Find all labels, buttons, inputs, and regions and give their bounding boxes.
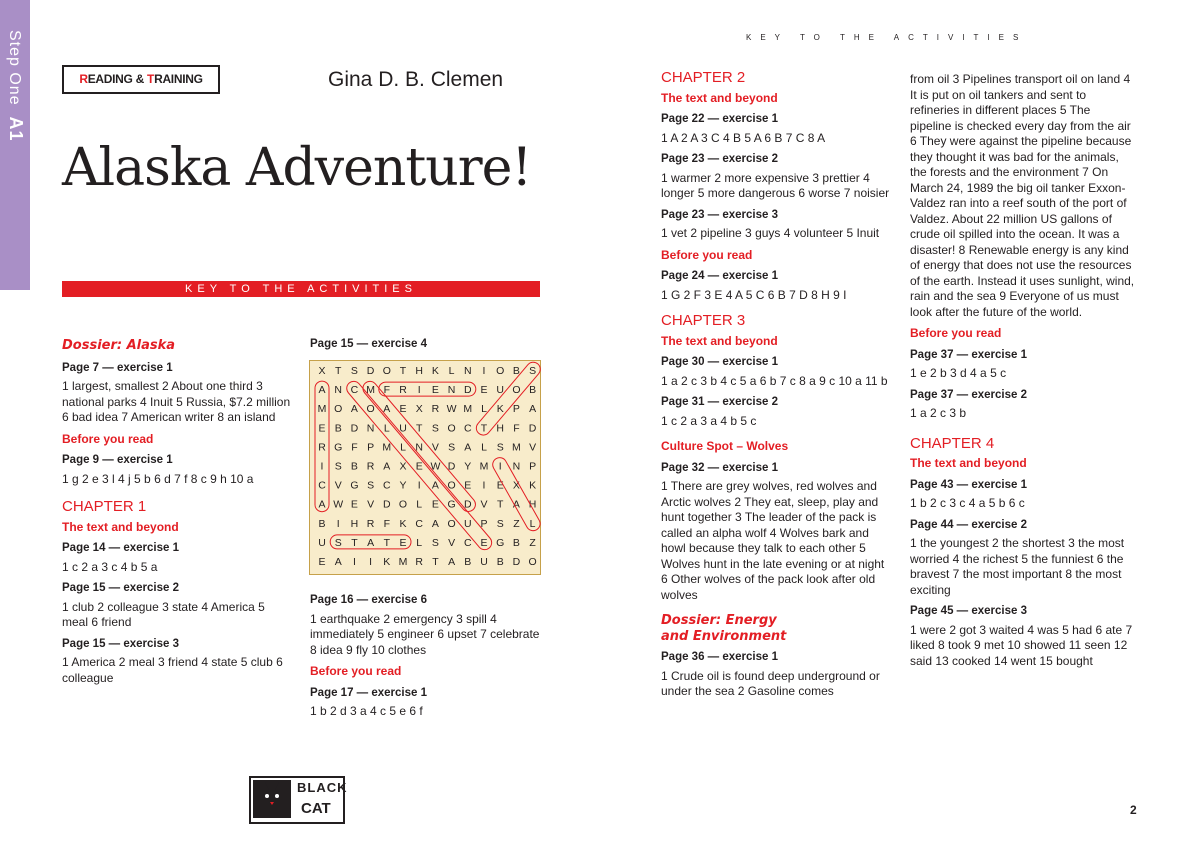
- grid-letter: R: [366, 517, 375, 530]
- exercise-answers: 1 earthquake 2 emergency 3 spill 4 immediately 5 engineer 6 upset 7 celebrate 8 idea 9 fly 10 clothes: [310, 611, 540, 657]
- grid-letter: W: [333, 498, 344, 511]
- grid-letter: O: [447, 422, 456, 435]
- column-3: [661, 70, 893, 700]
- grid-letter: N: [464, 365, 472, 377]
- column-1: [62, 338, 292, 686]
- grid-letter: A: [529, 403, 537, 416]
- grid-letter: M: [317, 403, 327, 416]
- exercise-answers: 1 club 2 colleague 3 state 4 America 5 meal 6 friend: [62, 599, 265, 629]
- grid-letter: R: [318, 441, 326, 454]
- grid-letter: E: [399, 536, 407, 549]
- grid-letter: H: [350, 517, 359, 530]
- exercise-title: Page 15 — exercise 3: [62, 637, 179, 650]
- grid-letter: M: [382, 441, 392, 454]
- grid-letter: D: [528, 422, 537, 435]
- grid-letter: C: [350, 384, 359, 397]
- exercise-answers: 1 b 2 d 3 a 4 c 5 e 6 f: [310, 704, 423, 718]
- exercise-title: Page 23 — exercise 2: [661, 153, 778, 165]
- grid-letter: S: [496, 441, 504, 454]
- cat-icon: [253, 780, 291, 818]
- sidebar-level: A1: [6, 116, 26, 142]
- grid-letter: X: [512, 479, 520, 492]
- grid-letter: H: [496, 422, 504, 435]
- grid-letter: T: [496, 498, 504, 511]
- grid-letter: L: [448, 365, 455, 377]
- column-2: [310, 337, 542, 353]
- grid-letter: B: [334, 422, 342, 435]
- grid-letter: I: [417, 384, 421, 397]
- grid-letter: T: [415, 422, 423, 435]
- grid-letter: V: [448, 536, 456, 549]
- grid-letter: T: [334, 365, 342, 377]
- section-heading: The text and beyond: [62, 519, 179, 534]
- exercise-answers: 1 b 2 c 3 c 4 a 5 b 6 c: [910, 496, 1025, 510]
- grid-letter: L: [400, 441, 406, 454]
- chapter-heading: CHAPTER 1: [62, 498, 147, 515]
- grid-letter: K: [431, 365, 439, 377]
- grid-letter: A: [512, 498, 520, 511]
- word-loop: [379, 382, 476, 396]
- exercise-title: Page 15 — exercise 4: [310, 338, 427, 350]
- exercise-answers: 1 g 2 e 3 l 4 j 5 b 6 d 7 f 8 c 9 h 10 a: [62, 471, 254, 486]
- grid-letter: H: [415, 365, 423, 377]
- grid-letter: L: [529, 517, 536, 530]
- grid-letter: A: [448, 556, 456, 568]
- grid-letter: E: [415, 460, 423, 473]
- grid-letter: A: [318, 498, 326, 511]
- grid-letter: I: [498, 460, 502, 473]
- grid-letter: N: [512, 460, 521, 473]
- grid-letter: G: [447, 498, 456, 511]
- exercise-answers: 1 c 2 a 3 a 4 b 5 c: [661, 413, 757, 428]
- grid-letter: C: [383, 479, 391, 492]
- grid-letter: D: [464, 498, 472, 511]
- grid-letter: N: [366, 422, 375, 435]
- grid-letter: V: [529, 441, 537, 454]
- grid-letter: V: [480, 498, 488, 511]
- grid-letter: E: [318, 556, 326, 568]
- grid-letter: P: [529, 460, 537, 473]
- grid-letter: T: [432, 556, 439, 568]
- grid-letter: D: [447, 460, 456, 473]
- exercise-answers: 1 Crude oil is found deep underground or under the sea 2 Gasoline comes: [661, 668, 880, 698]
- publisher-line2: CAT: [301, 800, 331, 817]
- section-heading: Before you read: [62, 431, 154, 446]
- grid-letter: E: [480, 384, 488, 397]
- grid-letter: K: [529, 479, 537, 492]
- exercise-answers: 1 c 2 a 3 c 4 b 5 a: [62, 559, 158, 574]
- chapter-heading: CHAPTER 3: [661, 312, 746, 329]
- exercise-title: Page 24 — exercise 1: [661, 270, 778, 282]
- chapter-heading: CHAPTER 4: [910, 434, 995, 452]
- grid-letter: S: [334, 460, 342, 473]
- grid-letter: V: [334, 479, 342, 492]
- grid-letter: M: [479, 460, 489, 473]
- grid-letter: D: [512, 556, 521, 568]
- exercise-title: Page 37 — exercise 2: [910, 388, 1027, 401]
- grid-letter: E: [480, 536, 488, 549]
- word-search-grid: [309, 360, 541, 575]
- grid-letter: L: [416, 498, 423, 511]
- book-title: Alaska Adventure!: [62, 138, 532, 198]
- page-number: 2: [1130, 803, 1137, 817]
- grid-letter: L: [481, 441, 487, 454]
- grid-letter: W: [430, 460, 441, 473]
- exercise-title: Page 17 — exercise 1: [310, 686, 427, 699]
- grid-letter: L: [416, 536, 423, 549]
- grid-letter: O: [382, 365, 391, 377]
- publisher-line1: BLACK: [297, 780, 348, 795]
- exercise-answers: 1 A 2 A 3 C 4 B 5 A 6 B 7 C 8 A: [661, 130, 826, 145]
- grid-letter: N: [415, 441, 423, 454]
- grid-letter: P: [367, 441, 375, 454]
- grid-letter: B: [529, 384, 537, 397]
- exercise-answers: 1 the youngest 2 the shortest 3 the most worried 4 the richest 5 the funniest 6 the bravest 7 the most important 8 the most exciting: [910, 536, 1125, 597]
- grid-letter: E: [318, 422, 326, 435]
- grid-letter: T: [480, 422, 488, 435]
- grid-letter: G: [334, 441, 343, 454]
- grid-letter: E: [399, 403, 407, 416]
- black-cat-logo: [249, 776, 348, 824]
- grid-letter: G: [350, 479, 359, 492]
- grid-letter: S: [334, 536, 342, 549]
- exercise-title: Page 16 — exercise 6: [310, 594, 427, 606]
- grid-letter: Z: [529, 536, 536, 549]
- grid-letter: B: [350, 460, 358, 473]
- grid-letter: S: [367, 479, 375, 492]
- grid-letter: O: [512, 384, 521, 397]
- exercise-answers: 1 warmer 2 more expensive 3 prettier 4 longer 5 more dangerous 6 worse 7 noisier: [661, 170, 890, 200]
- word-search-svg: [310, 361, 542, 576]
- grid-letter: U: [399, 422, 407, 435]
- column-2-lower: [310, 593, 542, 720]
- grid-letter: N: [447, 384, 456, 397]
- grid-letter: T: [383, 536, 391, 549]
- grid-letter: A: [367, 536, 375, 549]
- grid-letter: O: [366, 403, 375, 416]
- grid-letter: D: [350, 422, 359, 435]
- grid-letter: C: [318, 479, 326, 492]
- exercise-title: Page 44 — exercise 2: [910, 518, 1027, 531]
- exercise-title: Page 23 — exercise 3: [661, 208, 778, 221]
- exercise-title: Page 45 — exercise 3: [910, 605, 1027, 617]
- grid-letter: G: [496, 536, 505, 549]
- running-header: KEY TO THE ACTIVITIES: [746, 33, 1028, 42]
- grid-letter: M: [512, 441, 521, 454]
- grid-letter: O: [528, 556, 537, 568]
- grid-letter: E: [431, 384, 439, 397]
- exercise-answers: 1 There are grey wolves, red wolves and Arctic wolves 2 They eat, sleep, play and hunt together 3 The leader of the pack is called an alpha wolf 4 Wolves bark and howl because they talk to each other 5 Wolves hunt in the late evening or at night 6 Other wolves of the pack look after old wolves: [661, 479, 885, 602]
- grid-letter: O: [334, 403, 343, 416]
- exercise-title: Page 22 — exercise 1: [661, 113, 778, 125]
- grid-letter: S: [496, 517, 504, 530]
- section-heading: The text and beyond: [661, 333, 778, 348]
- grid-letter: F: [383, 384, 391, 397]
- sidebar-label: Step One: [6, 30, 23, 106]
- grid-letter: Y: [464, 460, 472, 473]
- grid-letter: E: [464, 479, 472, 492]
- grid-letter: V: [431, 441, 439, 454]
- grid-letter: P: [480, 517, 488, 530]
- grid-letter: R: [366, 460, 375, 473]
- grid-letter: A: [334, 556, 342, 568]
- exercise-title: Page 9 — exercise 1: [62, 454, 173, 466]
- grid-letter: X: [415, 403, 423, 416]
- chapter-heading: CHAPTER 2: [661, 69, 746, 86]
- exercise-answers: 1 a 2 c 3 b 4 c 5 a 6 b 7 c 8 a 9 c 10 a 11 b: [661, 373, 888, 388]
- grid-letter: D: [464, 384, 472, 397]
- grid-letter: Z: [513, 517, 520, 530]
- grid-letter: C: [464, 536, 472, 549]
- exercise-title: Page 32 — exercise 1: [661, 461, 778, 474]
- exercise-title: Page 15 — exercise 2: [62, 582, 179, 594]
- grid-letter: Y: [399, 479, 407, 492]
- section-heading: The text and beyond: [661, 90, 778, 105]
- grid-letter: B: [512, 536, 520, 549]
- dossier-heading: Dossier: Alaska: [62, 338, 176, 353]
- grid-letter: C: [464, 422, 472, 435]
- grid-letter: S: [448, 441, 456, 454]
- grid-letter: H: [528, 498, 537, 511]
- exercise-answers: from oil 3 Pipelines transport oil on land 4 It is put on oil tankers and sent to refineries in different places 5 The pipeline is checked every day from the air 6 They were against the pipeline because they thought it was bad for the animals, the forests and the environment 7 On March 24, 1989 the big oil tanker Exxon-Valdez ran into a reef south of the port of Valdez. About 22 million US gallons of crude oil spilled into the ocean. It was a disaster! 8 Renewable energy is any kind of energy that does not use the resources of the earth. Instead it uses sunlight, wind, rain and the sea 9 Everyone of us must look after the future of the world.: [910, 72, 1135, 319]
- grid-letter: E: [350, 498, 358, 511]
- grid-letter: N: [334, 384, 342, 397]
- grid-letter: M: [398, 556, 408, 568]
- dossier-heading: Dossier: Energy: [661, 613, 777, 628]
- column-4: [910, 72, 1135, 669]
- section-heading: Culture Spot – Wolves: [661, 439, 789, 453]
- grid-letter: T: [351, 536, 358, 549]
- grid-letter: S: [529, 365, 537, 377]
- grid-letter: U: [496, 384, 504, 397]
- step-sidebar: [0, 0, 30, 290]
- grid-letter: I: [369, 556, 373, 568]
- grid-letter: I: [320, 460, 324, 473]
- exercise-answers: 1 largest, smallest 2 About one third 3 national parks 4 Inuit 5 Russia, $7.2 million 6 bad idea 7 American writer 8 an island: [62, 379, 291, 424]
- grid-letter: A: [464, 441, 472, 454]
- grid-letter: I: [417, 479, 421, 492]
- grid-letter: M: [366, 384, 375, 397]
- grid-letter: D: [383, 498, 391, 511]
- key-banner: KEY TO THE ACTIVITIES: [62, 281, 540, 297]
- grid-letter: U: [318, 536, 326, 549]
- grid-letter: A: [383, 403, 391, 416]
- grid-letter: S: [350, 365, 358, 377]
- grid-letter: B: [318, 517, 326, 530]
- grid-letter: R: [431, 403, 440, 416]
- grid-letter: B: [464, 556, 472, 568]
- grid-letter: E: [431, 498, 439, 511]
- grid-letter: D: [366, 365, 375, 377]
- exercise-title: Page 37 — exercise 1: [910, 348, 1027, 361]
- grid-letter: R: [399, 384, 407, 397]
- grid-letter: L: [481, 403, 487, 416]
- exercise-title: Page 36 — exercise 1: [661, 651, 778, 663]
- grid-letter: K: [496, 403, 504, 416]
- sidebar-text: [4, 30, 24, 270]
- exercise-answers: 1 vet 2 pipeline 3 guys 4 volunteer 5 Inuit: [661, 226, 880, 240]
- exercise-answers: 1 were 2 got 3 waited 4 was 5 had 6 ate 7 liked 8 took 9 met 10 showed 11 seen 12 said 13 cooked 14 went 15 bought: [910, 622, 1133, 668]
- grid-letter: W: [446, 403, 457, 416]
- grid-letter: U: [464, 517, 472, 530]
- grid-letter: A: [431, 479, 439, 492]
- grid-letter: T: [399, 365, 407, 377]
- exercise-title: Page 30 — exercise 1: [661, 356, 778, 368]
- grid-letter: A: [431, 517, 439, 530]
- exercise-answers: 1 a 2 c 3 b: [910, 406, 967, 420]
- grid-letter: B: [512, 365, 520, 377]
- grid-letter: S: [431, 536, 439, 549]
- grid-letter: V: [367, 498, 375, 511]
- grid-letter: R: [415, 556, 423, 568]
- grid-letter: O: [398, 498, 408, 511]
- grid-letter: K: [399, 517, 407, 530]
- section-heading: The text and beyond: [910, 456, 1027, 470]
- grid-letter: L: [383, 422, 390, 435]
- exercise-title: Page 31 — exercise 2: [661, 396, 778, 408]
- grid-letter: B: [496, 556, 504, 568]
- grid-letter: A: [318, 384, 326, 397]
- grid-letter: K: [383, 556, 391, 568]
- grid-letter: X: [318, 365, 326, 377]
- section-heading: Before you read: [910, 326, 1002, 340]
- grid-letter: I: [336, 517, 340, 530]
- grid-letter: I: [482, 365, 486, 377]
- grid-letter: X: [399, 460, 407, 473]
- dossier-heading: and Environment: [661, 628, 787, 644]
- grid-letter: A: [350, 403, 358, 416]
- grid-letter: O: [496, 365, 505, 377]
- grid-letter: E: [496, 479, 504, 492]
- exercise-title: Page 7 — exercise 1: [62, 361, 173, 374]
- exercise-title: Page 14 — exercise 1: [62, 542, 179, 554]
- grid-letter: A: [383, 460, 391, 473]
- grid-letter: I: [482, 479, 486, 492]
- author-name: Gina D. B. Clemen: [328, 68, 504, 91]
- exercise-answers: 1 e 2 b 3 d 4 a 5 c: [910, 366, 1007, 380]
- grid-letter: O: [447, 517, 456, 530]
- grid-letter: F: [383, 517, 391, 530]
- reading-training-logo: READING & TRAINING: [62, 65, 220, 94]
- grid-letter: U: [480, 556, 488, 568]
- section-heading: Before you read: [661, 247, 753, 262]
- grid-letter: P: [512, 403, 520, 416]
- exercise-title: Page 43 — exercise 1: [910, 478, 1027, 491]
- grid-letter: C: [415, 517, 423, 530]
- exercise-answers: 1 G 2 F 3 E 4 A 5 C 6 B 7 D 8 H 9 I: [661, 287, 847, 302]
- section-heading: Before you read: [310, 664, 402, 678]
- grid-letter: I: [352, 556, 356, 568]
- grid-letter: O: [447, 479, 456, 492]
- grid-letter: F: [513, 422, 520, 435]
- grid-letter: M: [463, 403, 473, 416]
- grid-letter: S: [431, 422, 439, 435]
- grid-letter: F: [351, 441, 358, 454]
- exercise-answers: 1 America 2 meal 3 friend 4 state 5 club 6 colleague: [62, 655, 283, 685]
